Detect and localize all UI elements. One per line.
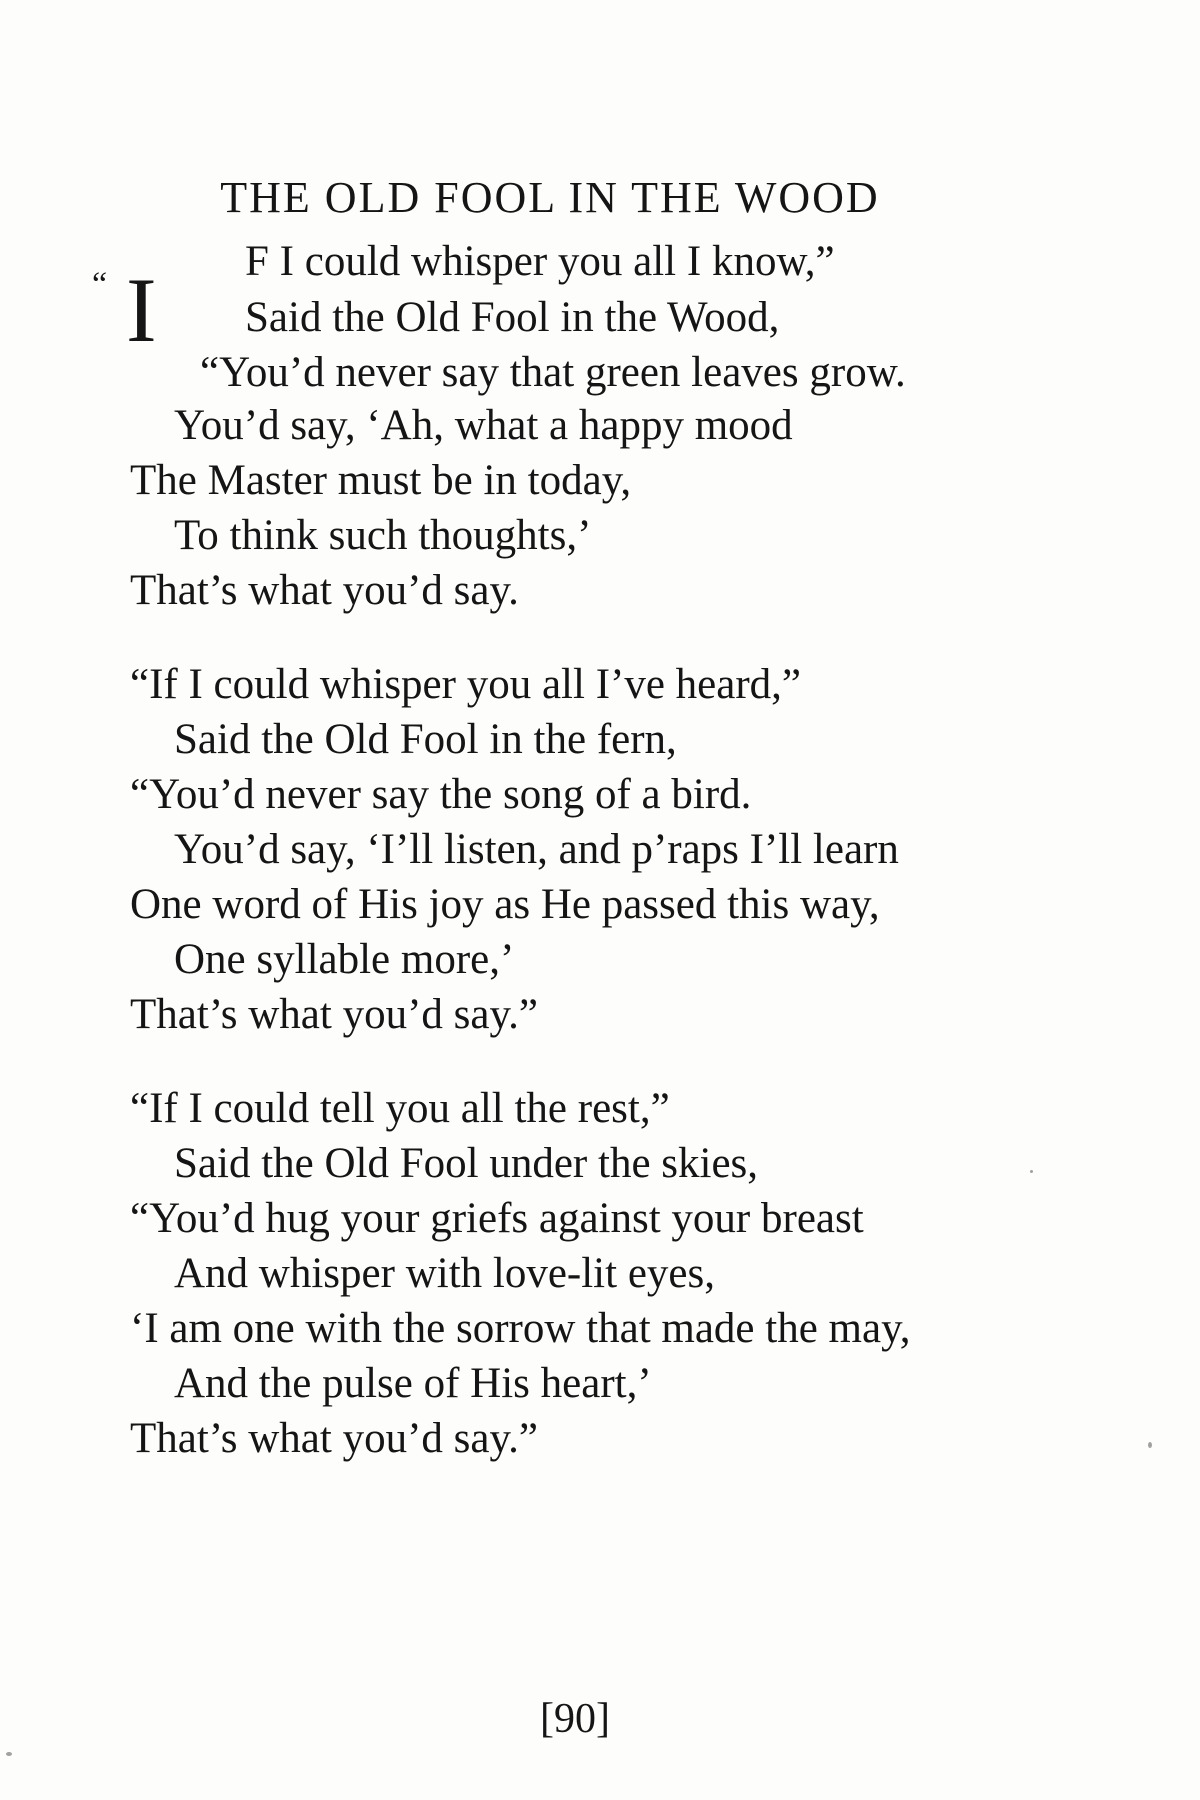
- poem-title: THE OLD FOOL IN THE WOOD: [220, 173, 880, 222]
- poem-line: And whisper with love-lit eyes,: [174, 1250, 715, 1297]
- poem-line: That’s what you’d say.”: [130, 991, 538, 1038]
- poem-line: The Master must be in today,: [130, 457, 632, 504]
- dropcap-letter: I: [126, 259, 157, 361]
- poem-line: One syllable more,’: [174, 936, 515, 983]
- poem-line: To think such thoughts,’: [174, 512, 592, 559]
- poem-line: Said the Old Fool in the fern,: [174, 716, 677, 763]
- poem-line: F I could whisper you all I know,”: [245, 238, 835, 285]
- dropcap-opening-quote: “: [92, 266, 108, 303]
- poem-line: You’d say, ‘I’ll listen, and p’raps I’ll learn: [174, 826, 899, 873]
- poem-line: You’d say, ‘Ah, what a happy mood: [174, 402, 793, 449]
- poem-line: “You’d hug your griefs against your breast: [130, 1195, 864, 1242]
- poem-line: Said the Old Fool under the skies,: [174, 1140, 759, 1187]
- poem-line: ‘I am one with the sorrow that made the may,: [130, 1305, 911, 1352]
- poem-line: That’s what you’d say.: [130, 567, 519, 614]
- poem-line: One word of His joy as He passed this way,: [130, 881, 880, 928]
- paper-speck: [1030, 1170, 1033, 1173]
- poem-line: And the pulse of His heart,’: [174, 1360, 652, 1407]
- poem-line: “You’d never say that green leaves grow.: [200, 349, 906, 396]
- paper-speck: [1148, 1442, 1152, 1448]
- page-number: [90]: [540, 1696, 610, 1742]
- poem-line: “You’d never say the song of a bird.: [130, 771, 752, 818]
- poem-line: “If I could whisper you all I’ve heard,”: [130, 661, 801, 708]
- poem-line: That’s what you’d say.”: [130, 1415, 538, 1462]
- poem-line: “If I could tell you all the rest,”: [130, 1085, 670, 1132]
- poem-line: Said the Old Fool in the Wood,: [245, 294, 780, 341]
- paper-speck: [6, 1752, 12, 1756]
